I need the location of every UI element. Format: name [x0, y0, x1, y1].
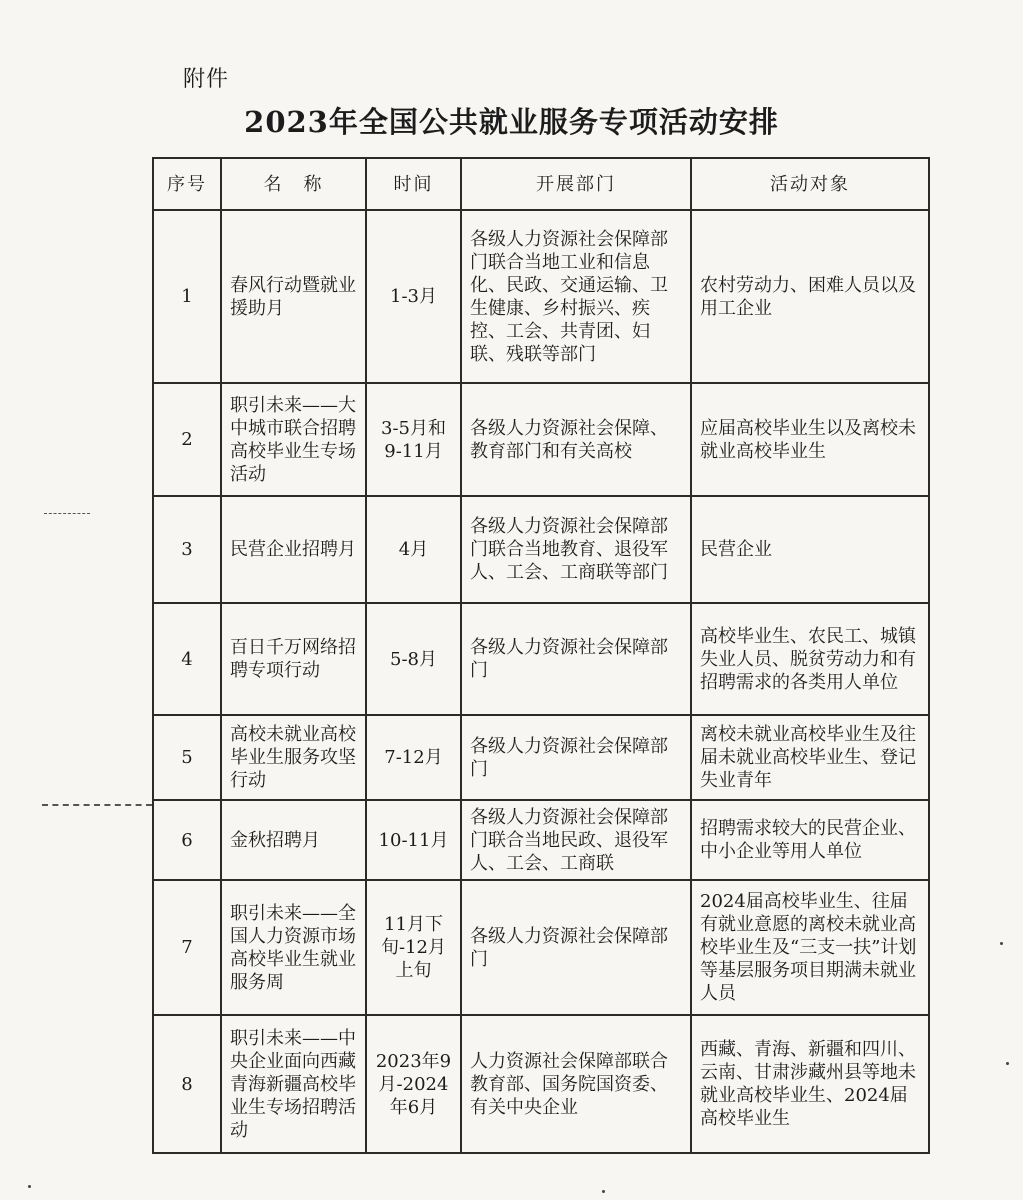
- row-name: 职引未来——中央企业面向西藏青海新疆高校毕业生专场招聘活动: [221, 1015, 366, 1153]
- row-no: 2: [153, 383, 221, 496]
- row-name: 百日千万网络招聘专项行动: [221, 603, 366, 715]
- row-time: 3-5月和9-11月: [366, 383, 461, 496]
- scan-mark: [44, 513, 90, 514]
- table-row: [153, 496, 929, 603]
- row-dept: 各级人力资源社会保障部门: [461, 603, 691, 715]
- row-no: 5: [153, 715, 221, 800]
- table-row: [153, 383, 929, 496]
- row-dept: 各级人力资源社会保障部门联合当地工业和信息化、民政、交通运输、卫生健康、乡村振兴、疾控、工会、共青团、妇联、残联等部门: [461, 210, 691, 383]
- row-dept: 各级人力资源社会保障部门: [461, 880, 691, 1015]
- header-time: 时间: [366, 158, 461, 210]
- row-time: 11月下旬-12月上旬: [366, 880, 461, 1015]
- scan-dot: [1006, 1062, 1009, 1065]
- row-time: 2023年9月-2024年6月: [366, 1015, 461, 1153]
- table-row: [153, 210, 929, 383]
- row-time: 7-12月: [366, 715, 461, 800]
- row-target: 2024届高校毕业生、往届有就业意愿的离校未就业高校毕业生及“三支一扶”计划等基层服务项目期满未就业人员: [691, 880, 929, 1015]
- row-target: 应届高校毕业生以及离校未就业高校毕业生: [691, 383, 929, 496]
- table-row: [153, 603, 929, 715]
- header-no: 序号: [153, 158, 221, 210]
- row-dept: 各级人力资源社会保障部门联合当地教育、退役军人、工会、工商联等部门: [461, 496, 691, 603]
- table-body: [153, 210, 929, 1153]
- row-name: 职引未来——全国人力资源市场高校毕业生就业服务周: [221, 880, 366, 1015]
- row-dept: 各级人力资源社会保障、教育部门和有关高校: [461, 383, 691, 496]
- row-name: 高校未就业高校毕业生服务攻坚行动: [221, 715, 366, 800]
- row-no: 4: [153, 603, 221, 715]
- row-target: 西藏、青海、新疆和四川、云南、甘肃涉藏州县等地未就业高校毕业生、2024届高校毕业生: [691, 1015, 929, 1153]
- row-name: 金秋招聘月: [221, 800, 366, 880]
- header-row: [153, 158, 929, 210]
- row-no: 8: [153, 1015, 221, 1153]
- header-name: 名 称: [221, 158, 366, 210]
- row-target: 民营企业: [691, 496, 929, 603]
- row-target: 离校未就业高校毕业生及往届未就业高校毕业生、登记失业青年: [691, 715, 929, 800]
- row-time: 10-11月: [366, 800, 461, 880]
- row-time: 5-8月: [366, 603, 461, 715]
- table-row: [153, 800, 929, 880]
- row-no: 3: [153, 496, 221, 603]
- row-name: 春风行动暨就业援助月: [221, 210, 366, 383]
- row-no: 6: [153, 800, 221, 880]
- table-header: [153, 158, 929, 210]
- attachment-label: 附件: [183, 67, 230, 92]
- table-row: [153, 1015, 929, 1153]
- row-no: 7: [153, 880, 221, 1015]
- document-title: 2023年全国公共就业服务专项活动安排: [244, 105, 779, 139]
- row-target: 农村劳动力、困难人员以及用工企业: [691, 210, 929, 383]
- scan-dot: [1000, 942, 1003, 945]
- header-target: 活动对象: [691, 158, 929, 210]
- scan-dot: [602, 1190, 605, 1193]
- activity-schedule-table: [152, 157, 930, 1154]
- scan-mark: [42, 804, 152, 806]
- row-dept: 各级人力资源社会保障部门联合当地民政、退役军人、工会、工商联: [461, 800, 691, 880]
- row-target: 高校毕业生、农民工、城镇失业人员、脱贫劳动力和有招聘需求的各类用人单位: [691, 603, 929, 715]
- row-dept: 人力资源社会保障部联合教育部、国务院国资委、有关中央企业: [461, 1015, 691, 1153]
- row-target: 招聘需求较大的民营企业、中小企业等用人单位: [691, 800, 929, 880]
- table-row: [153, 880, 929, 1015]
- table-row: [153, 715, 929, 800]
- scan-dot: [28, 1185, 31, 1188]
- row-time: 1-3月: [366, 210, 461, 383]
- header-dept: 开展部门: [461, 158, 691, 210]
- row-name: 职引未来——大中城市联合招聘高校毕业生专场活动: [221, 383, 366, 496]
- row-dept: 各级人力资源社会保障部门: [461, 715, 691, 800]
- row-time: 4月: [366, 496, 461, 603]
- row-name: 民营企业招聘月: [221, 496, 366, 603]
- row-no: 1: [153, 210, 221, 383]
